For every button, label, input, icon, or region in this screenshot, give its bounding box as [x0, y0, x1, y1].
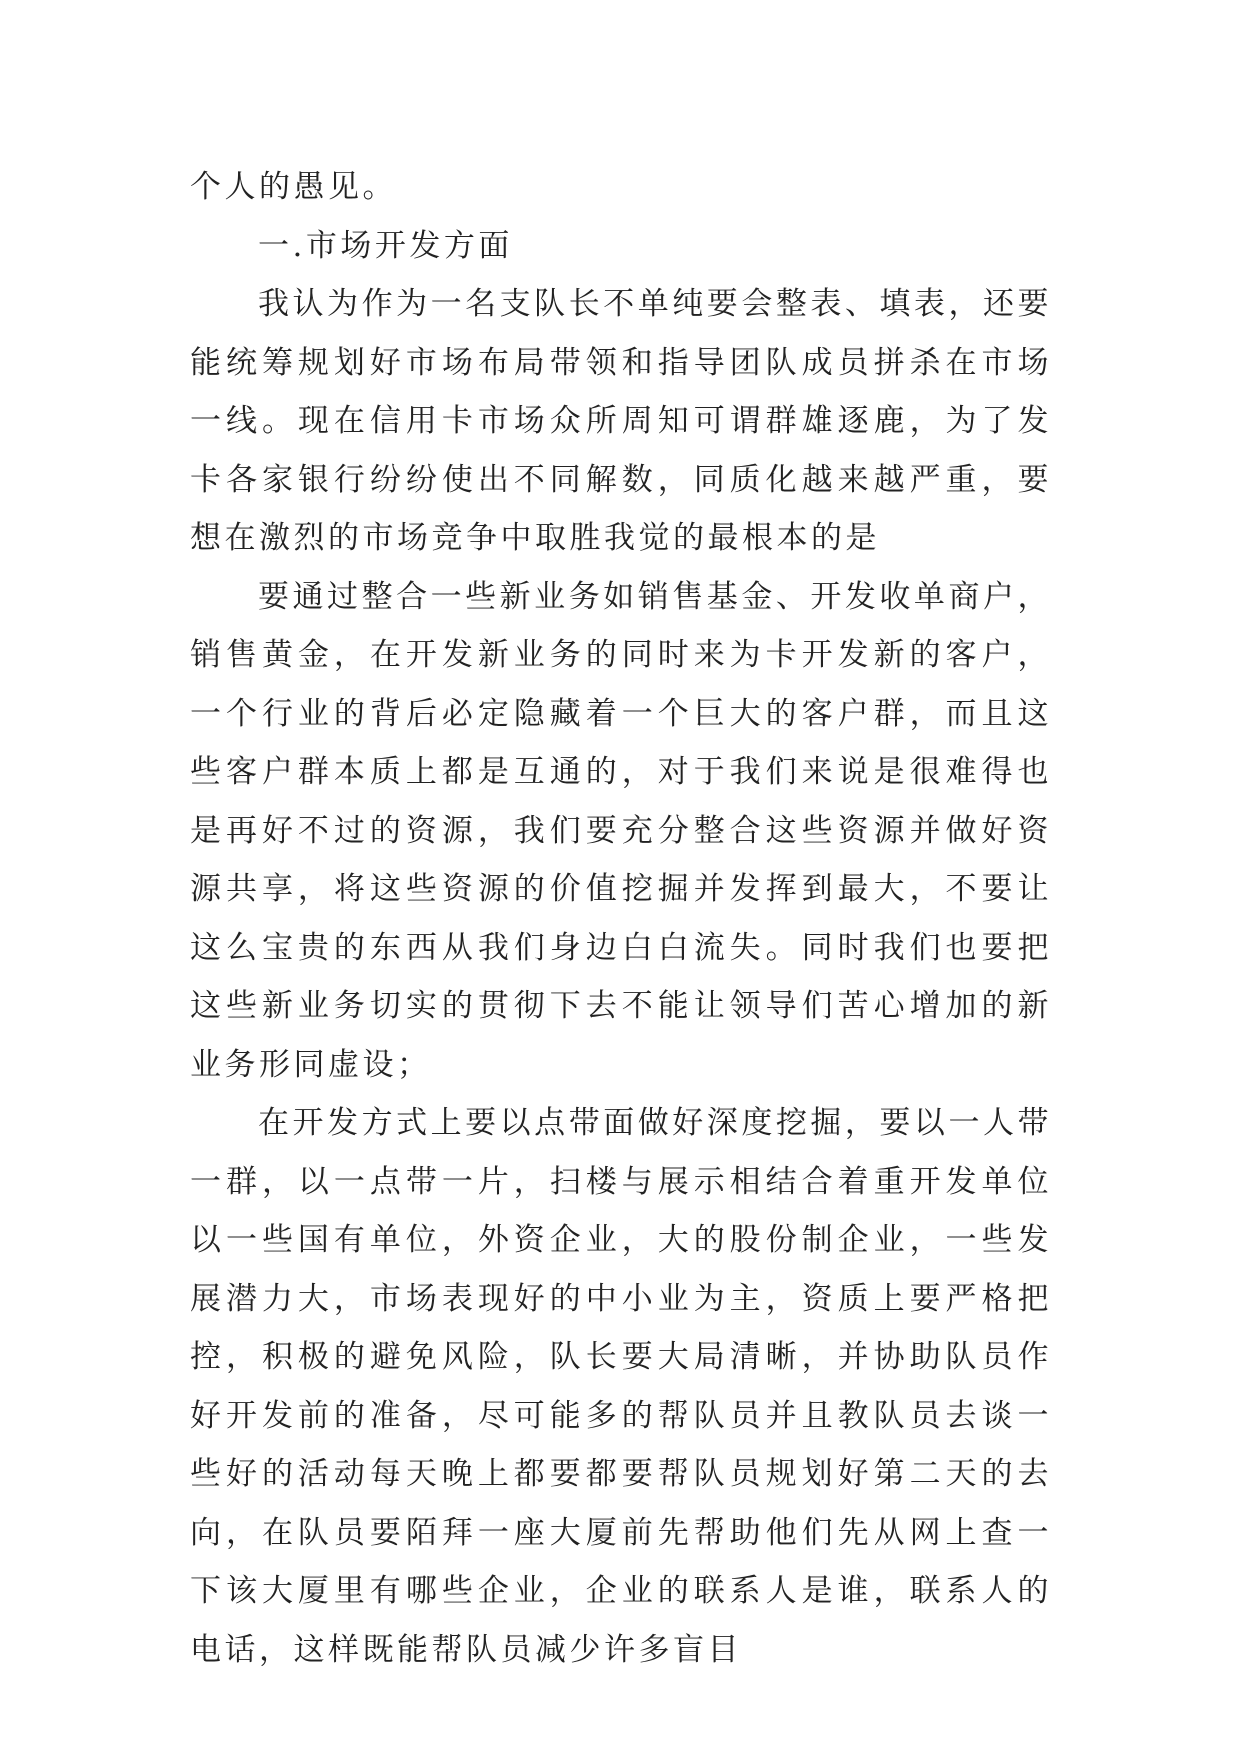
document-body	[190, 158, 1052, 1679]
paragraph-continuation: 个人的愚见。	[190, 169, 397, 205]
paragraph-market-overview: 我认为作为一名支队长不单纯要会整表、填表，还要能统筹规划好市场布局带领和指导团队成员拼杀在市场一线。现在信用卡市场众所周知可谓群雄逐鹿，为了发卡各家银行纷纷使出不同解数，同质化越来越严重，要想在激烈的市场竞争中取胜我觉的最根本的是	[190, 286, 1052, 556]
paragraph-new-business: 要通过整合一些新业务如销售基金、开发收单商户，销售黄金，在开发新业务的同时来为卡开发新的客户，一个行业的背后必定隐藏着一个巨大的客户群，而且这些客户群本质上都是互通的，对于我们来说是很难得也是再好不过的资源，我们要充分整合这些资源并做好资源共享，将这些资源的价值挖掘并发挥到最大，不要让这么宝贵的东西从我们身边白白流失。同时我们也要把这些新业务切实的贯彻下去不能让领导们苦心增加的新业务形同虚设；	[190, 578, 1052, 1083]
section-heading: 一.市场开发方面	[258, 227, 513, 264]
paragraph-development-method: 在开发方式上要以点带面做好深度挖掘，要以一人带一群，以一点带一片，扫楼与展示相结合着重开发单位以一些国有单位，外资企业，大的股份制企业，一些发展潜力大，市场表现好的中小业为主，资质上要严格把控，积极的避免风险，队长要大局清晰，并协助队员作好开发前的准备，尽可能多的帮队员并且教队员去谈一些好的活动每天晚上都要都要帮队员规划好第二天的去向，在队员要陌拜一座大厦前先帮助他们先从网上查一下该大厦里有哪些企业，企业的联系人是谁，联系人的电话，这样既能帮队员减少许多盲目	[190, 1105, 1052, 1668]
